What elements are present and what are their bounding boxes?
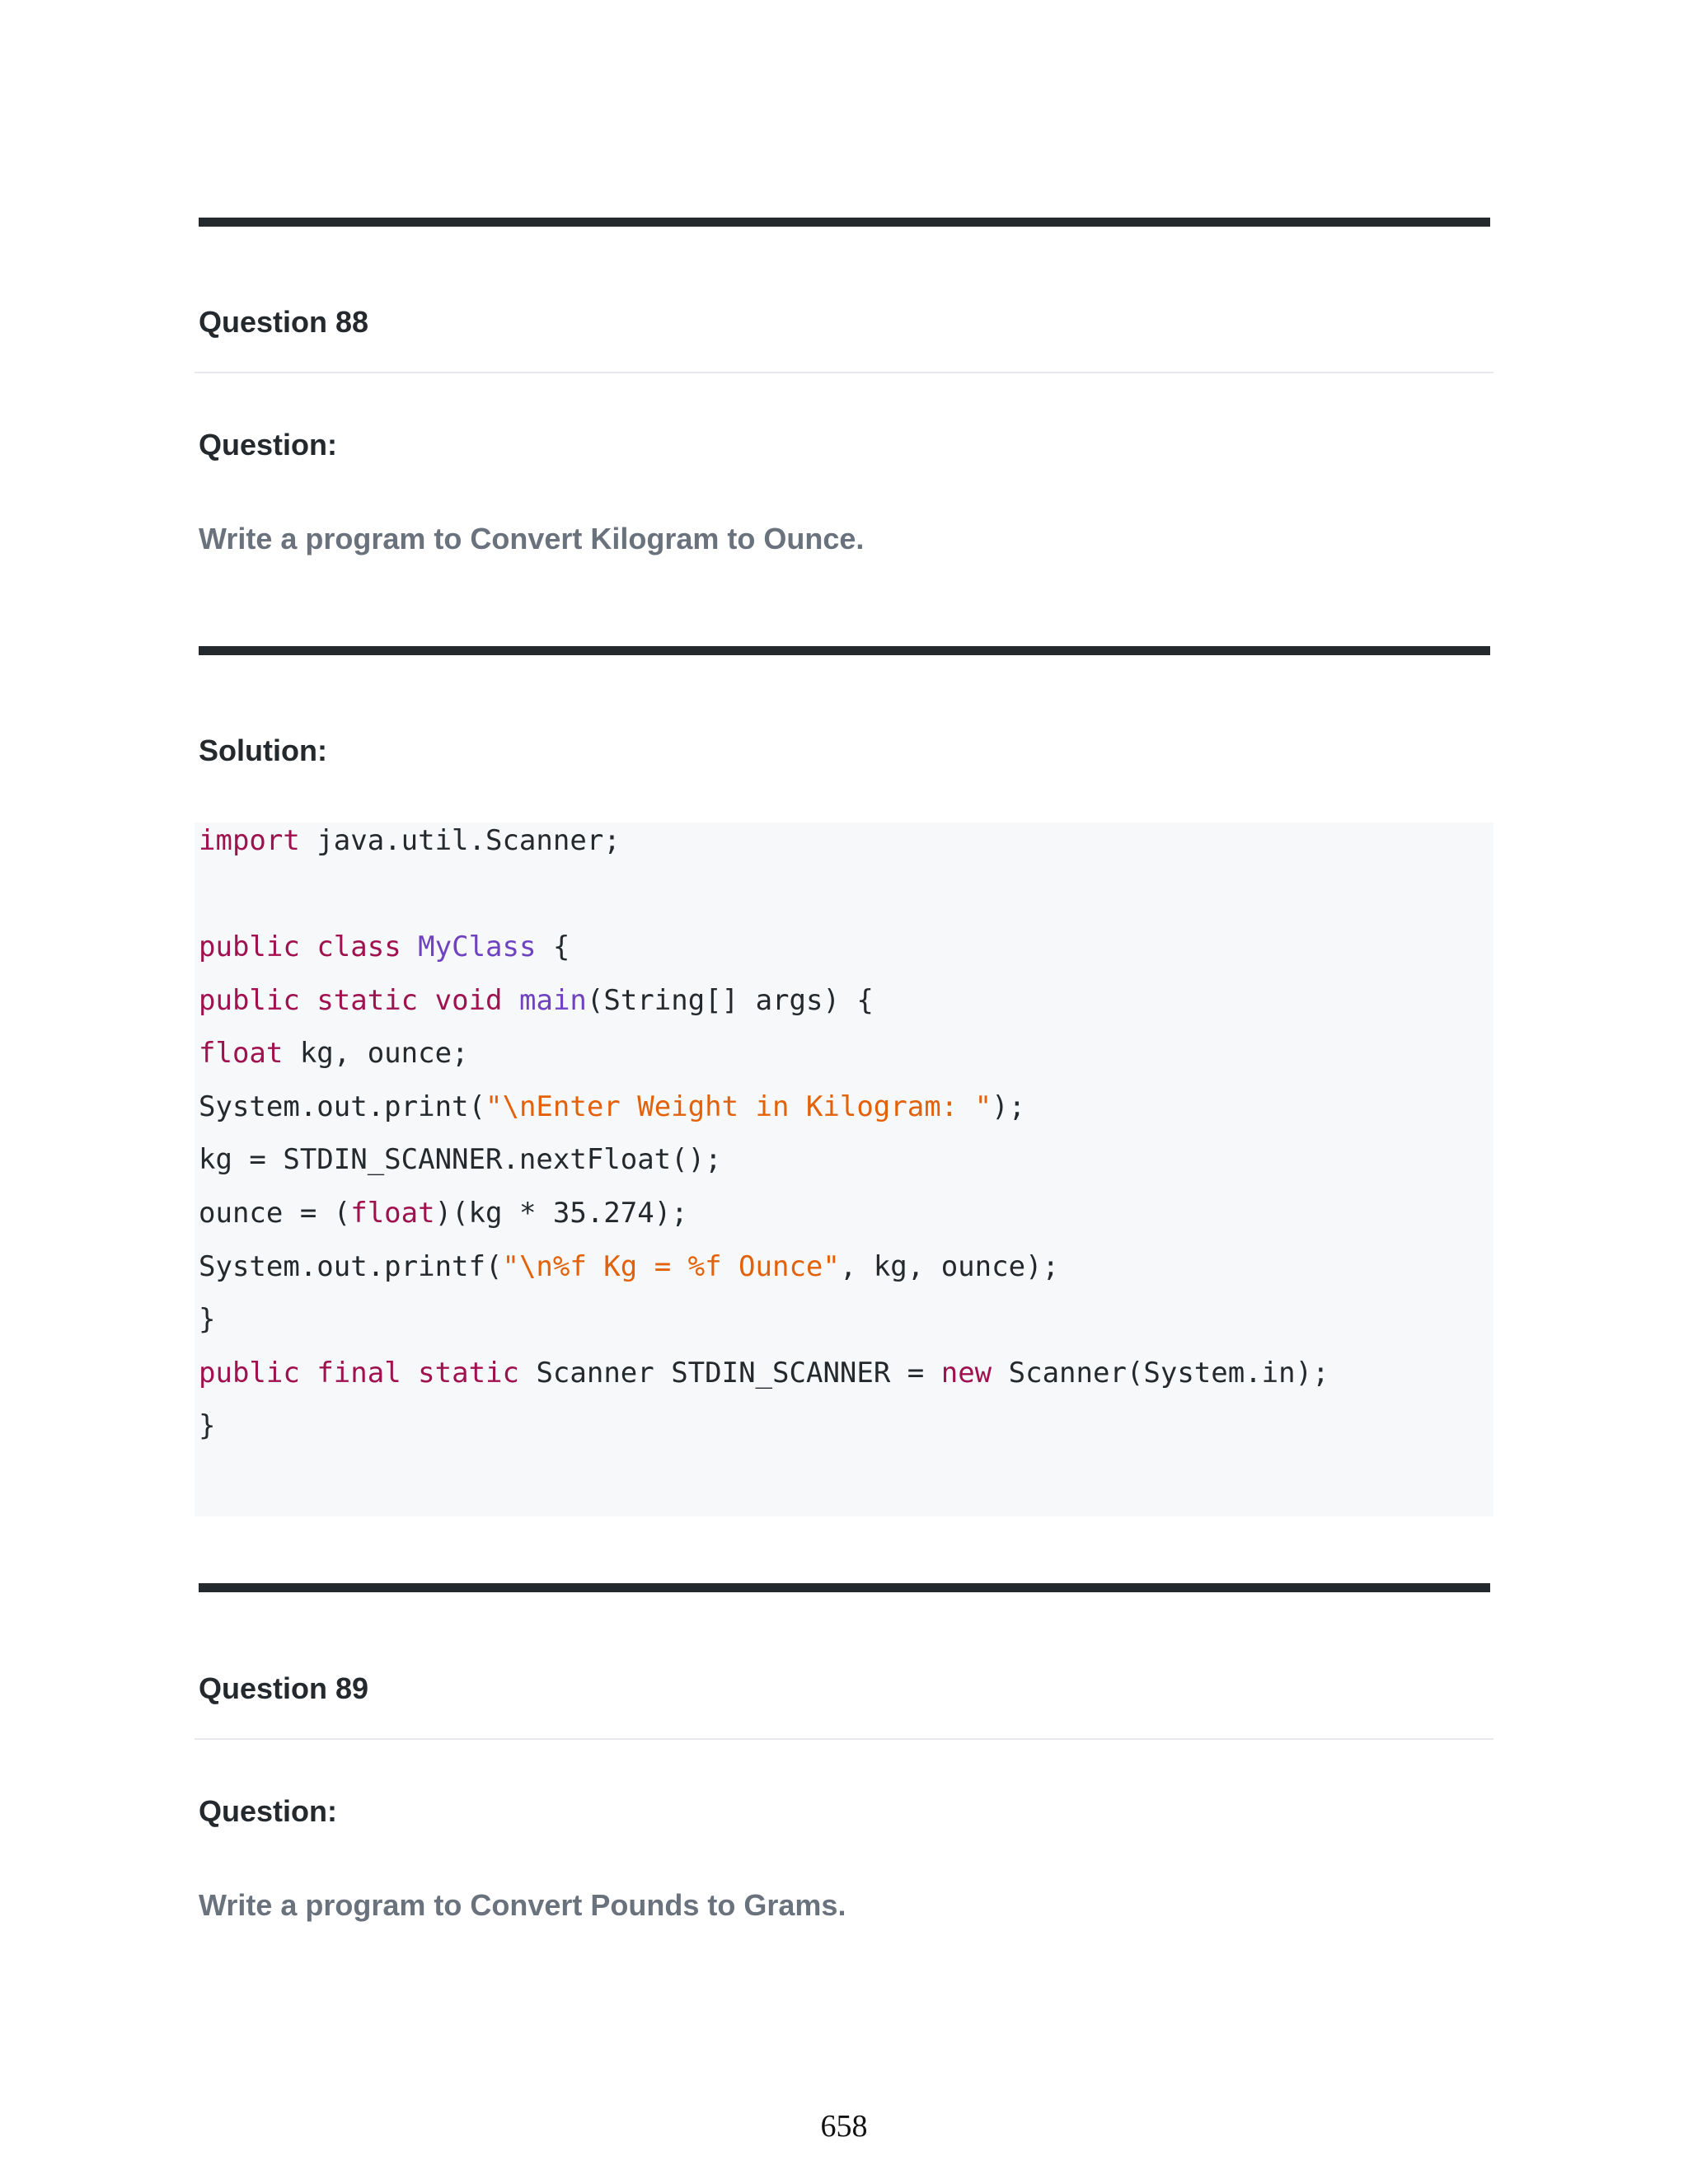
code-line — [199, 1249, 1059, 1285]
question-title: Question 88 — [199, 305, 369, 339]
code-text: , kg, ounce); — [839, 1250, 1059, 1283]
code-class-name: MyClass — [418, 930, 537, 963]
code-keyword: new — [940, 1357, 992, 1390]
code-line — [199, 982, 874, 1019]
code-text: System.out.print( — [199, 1090, 485, 1123]
section-divider — [199, 646, 1490, 655]
question-text: Write a program to Convert Kilogram to Ounce. — [199, 522, 865, 555]
code-line — [199, 823, 621, 859]
code-keyword: void — [434, 984, 503, 1017]
code-line — [199, 1355, 1329, 1391]
question-text: Write a program to Convert Pounds to Grams. — [199, 1888, 846, 1922]
code-text: kg, ounce; — [283, 1037, 469, 1070]
code-keyword: static — [418, 1357, 519, 1390]
question-title: Question 89 — [199, 1671, 369, 1705]
question-label: Question: — [199, 428, 337, 462]
code-text: ounce = ( — [199, 1197, 351, 1230]
code-text: System.out.printf( — [199, 1250, 503, 1283]
code-keyword: public — [199, 930, 300, 963]
code-keyword: public — [199, 1357, 300, 1390]
code-string: "\nEnter Weight in Kilogram: " — [485, 1090, 992, 1123]
code-text: )(kg * 35.274); — [434, 1197, 688, 1230]
code-text: { — [536, 930, 570, 963]
code-string: "\n%f Kg = %f Ounce" — [502, 1250, 840, 1283]
page-number: 658 — [820, 2109, 868, 2144]
code-line — [199, 1408, 215, 1444]
code-text: } — [199, 1303, 216, 1336]
code-text: Scanner STDIN_SCANNER = — [518, 1357, 941, 1390]
code-keyword: float — [199, 1037, 284, 1070]
question-label: Question: — [199, 1794, 337, 1828]
code-keyword: import — [199, 824, 300, 857]
code-keyword: static — [316, 984, 419, 1017]
section-divider — [199, 218, 1490, 227]
code-text: java.util.Scanner; — [299, 824, 621, 857]
code-keyword: class — [316, 930, 401, 963]
code-keyword: final — [316, 1357, 401, 1390]
title-underline — [195, 372, 1493, 373]
code-line — [199, 1035, 469, 1071]
solution-label: Solution: — [199, 733, 327, 767]
code-text: (String[] args) { — [586, 984, 874, 1017]
code-line — [199, 929, 570, 965]
title-underline — [195, 1738, 1493, 1740]
code-line — [199, 1141, 722, 1178]
section-divider — [199, 1583, 1490, 1592]
code-line — [199, 1301, 215, 1338]
code-function-name: main — [519, 984, 587, 1017]
code-text: } — [199, 1409, 216, 1442]
code-line — [199, 1089, 1025, 1125]
code-keyword: public — [199, 984, 300, 1017]
code-text: kg = STDIN_SCANNER.nextFloat(); — [199, 1143, 722, 1176]
code-line — [199, 1195, 688, 1231]
code-text: Scanner(System.in); — [992, 1357, 1329, 1390]
code-keyword: float — [350, 1197, 435, 1230]
code-text: ); — [992, 1090, 1026, 1123]
